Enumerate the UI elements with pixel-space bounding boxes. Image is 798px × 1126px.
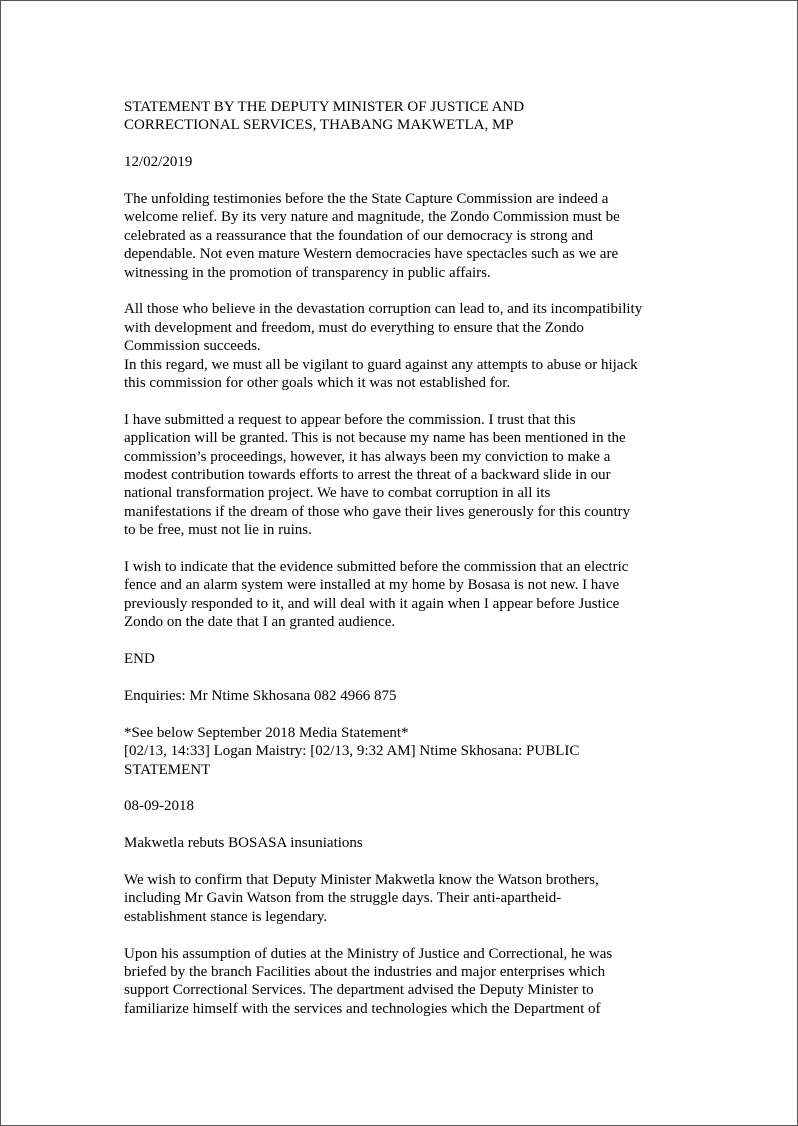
paragraph-vigilance: In this regard, we must all be vigilant to guard against any attempts to abuse or hijack this commission for other goals which it was not established for.	[124, 356, 638, 392]
see-below-note: *See below September 2018 Media Statement*	[124, 724, 409, 741]
document-title: STATEMENT BY THE DEPUTY MINISTER OF JUSTICE AND CORRECTIONAL SERVICES, THABANG MAKWETLA, MP	[124, 99, 525, 134]
document-date: 12/02/2019	[124, 154, 193, 171]
statement-date: 08-09-2018	[124, 798, 194, 815]
paragraph-evidence: I wish to indicate that the evidence submitted before the commission that an electric fence and an alarm system were installed at my home by Bosasa is not new. I have previously responded to it, and will deal with it again when I appear before Justice Zondo on the date that I an granted audience.	[124, 559, 629, 631]
paragraph-corruption: All those who believe in the devastation corruption can lead to, and its incompatibility with development and freedom, must do everything to ensure that the Zondo Commission succeeds.	[124, 301, 643, 355]
paragraph-assumption: Upon his assumption of duties at the Ministry of Justice and Correctional, he was briefed by the branch Facilities about the industries and major enterprises which support Correctional Services. The department advised the Deputy Minister to familiarize himself with the services and technologies which the Department of	[124, 945, 613, 1017]
paragraph-relief: The unfolding testimonies before the the State Capture Commission are indeed a welcome relief. By its very nature and magnitude, the Zondo Commission must be celebrated as a reassurance that the foundation of our democracy is strong and dependable. Not even mature Western democracies have spectacles such as we are witnessing in the promotion of transparency in public affairs.	[124, 191, 620, 281]
forwarded-message-header: [02/13, 14:33] Logan Maistry: [02/13, 9:32 AM] Ntime Skhosana: PUBLIC STATEMENT	[124, 743, 580, 778]
statement-heading: Makwetla rebuts BOSASA insuniations	[124, 835, 363, 852]
paragraph-request: I have submitted a request to appear before the commission. I trust that this application will be granted. This is not because my name has been mentioned in the commission’s proceedings, however, it has always been my conviction to make a modest contribution towards efforts to arrest the threat of a backward slide in our national transformation project. We have to combat corruption in all its manifestations if the dream of those who gave their lives generously for this country to be free, must not lie in ruins.	[124, 411, 631, 539]
paragraph-watson: We wish to confirm that Deputy Minister Makwetla know the Watson brothers, including Mr Gavin Watson from the struggle days. Their anti-apartheid- establishment stance is legendary.	[124, 871, 599, 925]
document-body	[124, 98, 696, 1018]
end-marker: END	[124, 651, 155, 668]
enquiries-line: Enquiries: Mr Ntime Skhosana 082 4966 875	[124, 687, 397, 704]
